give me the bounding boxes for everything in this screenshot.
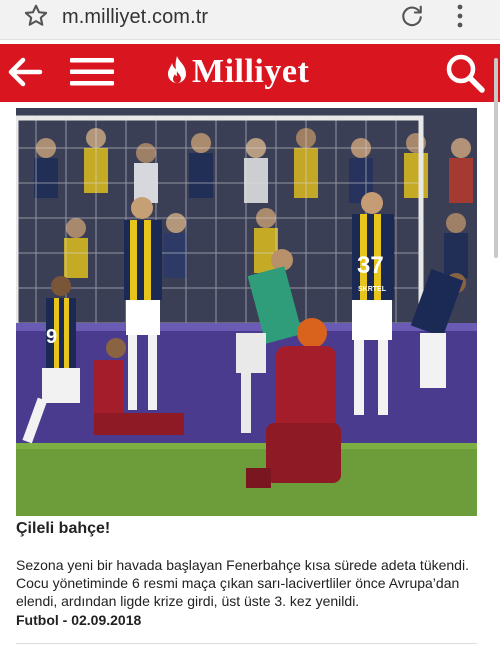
article-photo[interactable] [16,108,477,516]
divider [16,643,477,644]
jersey-number-9: 9 [46,326,58,348]
logo-text: Milliyet [192,53,310,90]
milliyet-logo[interactable] [164,51,309,93]
hamburger-menu-icon[interactable] [70,54,114,90]
flame-logo-icon [164,54,190,90]
url-text[interactable]: m.milliyet.com.tr [62,6,209,28]
star-icon[interactable] [22,2,50,30]
back-arrow-icon[interactable] [6,53,44,91]
reload-icon[interactable] [398,2,426,30]
article-title[interactable]: Çileli bahçe! [16,520,111,537]
scroll-indicator[interactable] [494,58,498,258]
browser-url-bar [0,0,500,40]
article-meta: Futbol - 02.09.2018 [16,612,142,628]
kebab-menu-icon[interactable] [452,3,468,29]
football-scene-illustration [16,108,477,516]
site-header [0,44,500,102]
search-icon[interactable] [444,52,486,94]
article-summary[interactable]: Sezona yeni bir havada başlayan Fenerbahçe kısa sürede adeta tükendi. Cocu yönetiminde 6 resmi maça çıkan sarı-lacivertliler önce Avrupa’dan elendi, ardından ligde krize girdi, üst üste 3. kez yenildi. [16,557,469,609]
jersey-name: SKRTEL [358,286,386,293]
jersey-number-37: 37 [357,252,384,279]
